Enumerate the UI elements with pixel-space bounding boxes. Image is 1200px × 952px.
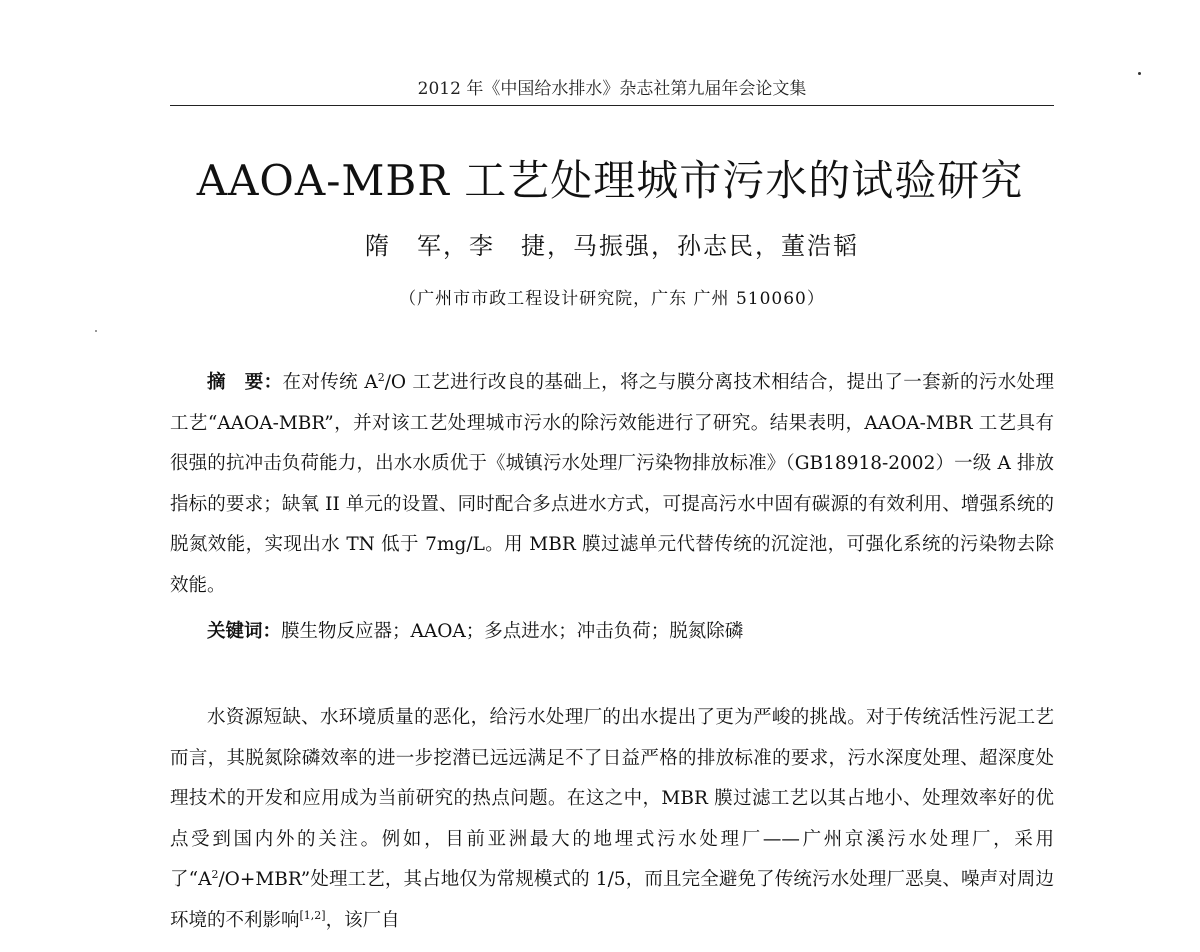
- abstract-text-part2: /O 工艺进行改良的基础上，将之与膜分离技术相结合，提出了一套新的污水处理工艺“AAOA-MBR”，并对该工艺处理城市污水的除污效能进行了研究。结果表明，AAOA-MBR 工艺具有很强的抗冲击负荷能力，出水水质优于《城镇污水处理厂污染物排放标准》（GB18918-2002）一级 A 排放指标的要求；缺氧 II 单元的设置、同时配合多点进水方式，可提高污水中固有碳源的有效利用、增强系统的脱氮效能，实现出水 TN 低于 7mg/L。用 MBR 膜过滤单元代替传统的沉淀池，可强化系统的污染物去除效能。: [170, 372, 1054, 596]
- body-paragraph: [170, 698, 1054, 941]
- citation-marker: [1,2]: [299, 908, 326, 922]
- keywords-label: 关键词：: [207, 621, 282, 642]
- affiliation: （广州市市政工程设计研究院，广东 广州 510060）: [399, 289, 825, 309]
- abstract-label: 摘 要：: [207, 372, 283, 393]
- body-text-part1: 水资源短缺、水环境质量的恶化，给污水处理厂的出水提出了更为严峻的挑战。对于传统活性污泥工艺而言，其脱氮除磷效率的进一步挖潜已远远满足不了日益严格的排放标准的要求，污水深度处理、超深度处理技术的开发和应用成为当前研究的热点问题。在这之中，MBR 膜过滤工艺以其占地小、处理效率好的优点受到国内外的关注。例如，目前亚洲最大的地埋式污水处理厂——广州京溪污水处理厂，采用了“A: [170, 707, 1054, 890]
- abstract-paragraph: [170, 363, 1054, 606]
- paper-title: AAOA-MBR 工艺处理城市污水的试验研究: [196, 156, 1024, 205]
- keywords-text: 膜生物反应器；AAOA；多点进水；冲击负荷；脱氮除磷: [281, 621, 744, 642]
- scan-speck: [1138, 72, 1141, 75]
- body-superscript: 2: [211, 867, 219, 881]
- abstract: [170, 363, 1054, 606]
- body-text-part2: /O+MBR”处理工艺，其占地仅为常规模式的 1/5，而且完全避免了传统污水处理厂恶臭、噪声对周边环境的不利影响: [170, 869, 1054, 931]
- body-text: [170, 698, 1054, 941]
- author-list: 隋 军，李 捷，马振强，孙志民，董浩韬: [365, 232, 859, 260]
- running-header: [170, 74, 1054, 106]
- running-header-text: 2012 年《中国给水排水》杂志社第九届年会论文集: [417, 79, 807, 99]
- abstract-text-part1: 在对传统 A: [282, 372, 378, 393]
- body-text-part3: ，该厂自: [325, 909, 400, 931]
- keywords: [170, 612, 1091, 652]
- scan-speck: [95, 330, 97, 332]
- abstract-superscript: 2: [377, 370, 385, 384]
